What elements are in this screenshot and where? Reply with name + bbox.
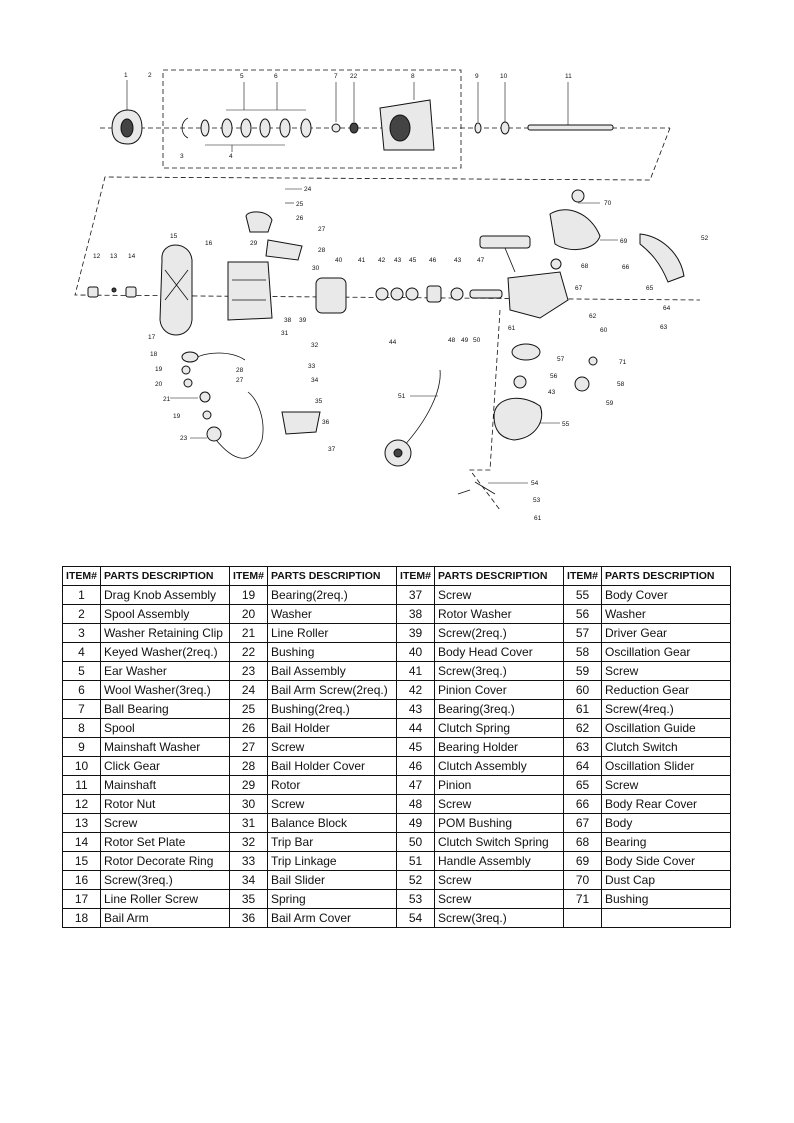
callout: 61 xyxy=(508,325,516,332)
item-number-cell xyxy=(564,909,602,928)
callout: 39 xyxy=(299,317,307,324)
item-number-cell: 19 xyxy=(230,586,268,605)
callout: 48 xyxy=(448,337,456,344)
table-row xyxy=(63,738,731,757)
callout: 51 xyxy=(398,393,406,400)
item-number-cell: 60 xyxy=(564,681,602,700)
part-description-cell: Bushing xyxy=(268,643,397,662)
item-column-header: ITEM# xyxy=(63,567,101,586)
item-number-cell: 33 xyxy=(230,852,268,871)
item-number-cell: 10 xyxy=(63,757,101,776)
callout: 20 xyxy=(155,381,163,388)
part-description-cell: Washer xyxy=(602,605,731,624)
part-description-cell: Handle Assembly xyxy=(435,852,564,871)
part-description-cell: Bail Arm Cover xyxy=(268,909,397,928)
callout: 42 xyxy=(378,257,386,264)
callout: 44 xyxy=(389,339,397,346)
table-row xyxy=(63,586,731,605)
item-number-cell: 3 xyxy=(63,624,101,643)
callout: 69 xyxy=(620,238,628,245)
callout: 28 xyxy=(318,247,326,254)
callout: 11 xyxy=(565,73,572,80)
part-description-cell: Screw xyxy=(435,795,564,814)
part-description-cell: Screw xyxy=(268,795,397,814)
table-row xyxy=(63,890,731,909)
callout: 2 xyxy=(148,72,152,79)
item-number-cell: 1 xyxy=(63,586,101,605)
bail-arm-shape xyxy=(210,392,263,458)
item-number-cell: 11 xyxy=(63,776,101,795)
part-description-cell: Reduction Gear xyxy=(602,681,731,700)
item-number-cell: 66 xyxy=(564,795,602,814)
callout: 70 xyxy=(604,200,612,207)
item-number-cell: 15 xyxy=(63,852,101,871)
item-number-cell: 34 xyxy=(230,871,268,890)
callout: 13 xyxy=(110,253,118,260)
callout: 4 xyxy=(229,153,233,160)
item-number-cell: 22 xyxy=(230,643,268,662)
part-description-cell: Body Head Cover xyxy=(435,643,564,662)
callout: 24 xyxy=(304,186,312,193)
part-description-cell: Bail Holder xyxy=(268,719,397,738)
part-description-cell: Spool xyxy=(101,719,230,738)
table-row xyxy=(63,757,731,776)
item-column-header: ITEM# xyxy=(230,567,268,586)
callout: 50 xyxy=(473,337,481,344)
callout: 29 xyxy=(250,240,258,247)
item-number-cell: 12 xyxy=(63,795,101,814)
item-number-cell: 9 xyxy=(63,738,101,757)
item-number-cell: 36 xyxy=(230,909,268,928)
item-number-cell: 52 xyxy=(397,871,435,890)
part-description-cell: Screw xyxy=(101,814,230,833)
item-number-cell: 42 xyxy=(397,681,435,700)
item-number-cell: 37 xyxy=(397,586,435,605)
part-description-cell: Screw xyxy=(268,738,397,757)
callout: 37 xyxy=(328,446,336,453)
item-number-cell: 68 xyxy=(564,833,602,852)
item-number-cell: 67 xyxy=(564,814,602,833)
item-number-cell: 40 xyxy=(397,643,435,662)
part-description-cell: Oscillation Guide xyxy=(602,719,731,738)
callout: 45 xyxy=(409,257,417,264)
body-shape xyxy=(508,272,568,318)
callout: 8 xyxy=(411,73,415,80)
callout: 28 xyxy=(236,367,244,374)
part-description-cell xyxy=(602,909,731,928)
callout: 43 xyxy=(548,389,556,396)
callout: 66 xyxy=(622,264,630,271)
body-cover-shape xyxy=(494,398,542,440)
table-row xyxy=(63,700,731,719)
part-description-cell: POM Bushing xyxy=(435,814,564,833)
callout: 22 xyxy=(350,73,358,80)
table-row xyxy=(63,795,731,814)
part-description-cell: Wool Washer(3req.) xyxy=(101,681,230,700)
callout: 30 xyxy=(312,265,320,272)
item-number-cell: 55 xyxy=(564,586,602,605)
table-row xyxy=(63,681,731,700)
item-number-cell: 24 xyxy=(230,681,268,700)
description-column-header: PARTS DESCRIPTION xyxy=(268,567,397,586)
table-row xyxy=(63,833,731,852)
part-description-cell: Clutch Switch xyxy=(602,738,731,757)
part-description-cell: Bail Arm xyxy=(101,909,230,928)
callout: 38 xyxy=(284,317,292,324)
part-description-cell: Keyed Washer(2req.) xyxy=(101,643,230,662)
item-number-cell: 56 xyxy=(564,605,602,624)
part-description-cell: Body Side Cover xyxy=(602,852,731,871)
part-description-cell: Pinion Cover xyxy=(435,681,564,700)
callout: 27 xyxy=(318,226,326,233)
part-description-cell: Driver Gear xyxy=(602,624,731,643)
part-description-cell: Bail Slider xyxy=(268,871,397,890)
callout: 32 xyxy=(311,342,319,349)
item-number-cell: 49 xyxy=(397,814,435,833)
callout: 15 xyxy=(170,233,178,240)
part-description-cell: Ear Washer xyxy=(101,662,230,681)
part-description-cell: Rotor xyxy=(268,776,397,795)
part-description-cell: Mainshaft Washer xyxy=(101,738,230,757)
table-row xyxy=(63,719,731,738)
callout: 55 xyxy=(562,421,570,428)
part-description-cell: Screw xyxy=(435,871,564,890)
item-number-cell: 54 xyxy=(397,909,435,928)
item-number-cell: 46 xyxy=(397,757,435,776)
description-column-header: PARTS DESCRIPTION xyxy=(435,567,564,586)
item-number-cell: 41 xyxy=(397,662,435,681)
part-description-cell: Clutch Spring xyxy=(435,719,564,738)
part-description-cell: Washer xyxy=(268,605,397,624)
part-description-cell: Bearing(3req.) xyxy=(435,700,564,719)
exploded-parts-diagram xyxy=(0,0,794,560)
table-row xyxy=(63,624,731,643)
part-description-cell: Clutch Switch Spring xyxy=(435,833,564,852)
callout: 19 xyxy=(155,366,163,373)
item-number-cell: 30 xyxy=(230,795,268,814)
part-description-cell: Spool Assembly xyxy=(101,605,230,624)
table-row xyxy=(63,909,731,928)
callout: 17 xyxy=(148,334,156,341)
item-number-cell: 7 xyxy=(63,700,101,719)
item-column-header: ITEM# xyxy=(397,567,435,586)
part-description-cell: Rotor Decorate Ring xyxy=(101,852,230,871)
part-description-cell: Rotor Nut xyxy=(101,795,230,814)
table-row xyxy=(63,852,731,871)
callout: 61 xyxy=(534,515,542,522)
item-number-cell: 6 xyxy=(63,681,101,700)
callout: 19 xyxy=(173,413,181,420)
item-number-cell: 44 xyxy=(397,719,435,738)
item-number-cell: 2 xyxy=(63,605,101,624)
table-row xyxy=(63,814,731,833)
callout: 63 xyxy=(660,324,668,331)
item-number-cell: 43 xyxy=(397,700,435,719)
item-number-cell: 51 xyxy=(397,852,435,871)
item-number-cell: 31 xyxy=(230,814,268,833)
item-column-header: ITEM# xyxy=(564,567,602,586)
part-description-cell: Screw(3req.) xyxy=(435,909,564,928)
callout: 62 xyxy=(589,313,597,320)
item-number-cell: 17 xyxy=(63,890,101,909)
part-description-cell: Clutch Assembly xyxy=(435,757,564,776)
callout: 52 xyxy=(701,235,709,242)
part-description-cell: Screw(4req.) xyxy=(602,700,731,719)
part-description-cell: Spring xyxy=(268,890,397,909)
item-number-cell: 38 xyxy=(397,605,435,624)
item-number-cell: 58 xyxy=(564,643,602,662)
item-number-cell: 25 xyxy=(230,700,268,719)
part-description-cell: Body Cover xyxy=(602,586,731,605)
part-description-cell: Pinion xyxy=(435,776,564,795)
item-number-cell: 70 xyxy=(564,871,602,890)
callout: 43 xyxy=(394,257,402,264)
table-row xyxy=(63,776,731,795)
part-description-cell: Click Gear xyxy=(101,757,230,776)
callout: 12 xyxy=(93,253,101,260)
callout: 40 xyxy=(335,257,343,264)
callout: 54 xyxy=(531,480,539,487)
spool-row-parts xyxy=(112,100,613,150)
callout: 49 xyxy=(461,337,469,344)
part-description-cell: Bearing(2req.) xyxy=(268,586,397,605)
item-number-cell: 5 xyxy=(63,662,101,681)
callout: 43 xyxy=(454,257,462,264)
part-description-cell: Trip Linkage xyxy=(268,852,397,871)
callout: 41 xyxy=(358,257,366,264)
table-row xyxy=(63,605,731,624)
callout: 67 xyxy=(575,285,583,292)
callout: 31 xyxy=(281,330,289,337)
callout: 25 xyxy=(296,201,304,208)
body-head-cover-shape xyxy=(316,278,346,313)
callout: 27 xyxy=(236,377,244,384)
item-number-cell: 35 xyxy=(230,890,268,909)
part-description-cell: Screw xyxy=(602,776,731,795)
part-description-cell: Trip Bar xyxy=(268,833,397,852)
callout: 5 xyxy=(240,73,244,80)
callout: 68 xyxy=(581,263,589,270)
item-number-cell: 48 xyxy=(397,795,435,814)
handle-shape xyxy=(402,370,440,448)
callout: 3 xyxy=(180,153,184,160)
part-description-cell: Mainshaft xyxy=(101,776,230,795)
callout: 34 xyxy=(311,377,319,384)
item-number-cell: 71 xyxy=(564,890,602,909)
callout: 46 xyxy=(429,257,437,264)
item-number-cell: 27 xyxy=(230,738,268,757)
callout: 6 xyxy=(274,73,278,80)
part-description-cell: Screw xyxy=(435,890,564,909)
part-description-cell: Bearing xyxy=(602,833,731,852)
description-column-header: PARTS DESCRIPTION xyxy=(101,567,230,586)
callout: 53 xyxy=(533,497,541,504)
part-description-cell: Bail Assembly xyxy=(268,662,397,681)
item-number-cell: 32 xyxy=(230,833,268,852)
callout: 1 xyxy=(124,72,128,79)
part-description-cell: Screw(3req.) xyxy=(435,662,564,681)
part-description-cell: Body xyxy=(602,814,731,833)
part-description-cell: Balance Block xyxy=(268,814,397,833)
table-row xyxy=(63,662,731,681)
callout: 60 xyxy=(600,327,608,334)
item-number-cell: 61 xyxy=(564,700,602,719)
part-description-cell: Oscillation Gear xyxy=(602,643,731,662)
item-number-cell: 13 xyxy=(63,814,101,833)
callout: 47 xyxy=(477,257,485,264)
item-number-cell: 28 xyxy=(230,757,268,776)
callout: 16 xyxy=(205,240,213,247)
callout: 23 xyxy=(180,435,188,442)
body-parts xyxy=(385,190,684,494)
part-description-cell: Rotor Set Plate xyxy=(101,833,230,852)
part-description-cell: Rotor Washer xyxy=(435,605,564,624)
body-rear-cover-shape xyxy=(640,234,684,282)
part-description-cell: Line Roller Screw xyxy=(101,890,230,909)
part-description-cell: Screw(3req.) xyxy=(101,871,230,890)
item-number-cell: 50 xyxy=(397,833,435,852)
item-number-cell: 64 xyxy=(564,757,602,776)
item-number-cell: 69 xyxy=(564,852,602,871)
item-number-cell: 29 xyxy=(230,776,268,795)
callout: 59 xyxy=(606,400,614,407)
part-description-cell: Bushing xyxy=(602,890,731,909)
mainshaft-shape xyxy=(528,125,613,130)
table-header-row xyxy=(63,567,731,586)
callout: 65 xyxy=(646,285,654,292)
callout: 9 xyxy=(475,73,479,80)
part-description-cell: Body Rear Cover xyxy=(602,795,731,814)
callout: 58 xyxy=(617,381,625,388)
item-number-cell: 57 xyxy=(564,624,602,643)
part-description-cell: Bail Arm Screw(2req.) xyxy=(268,681,397,700)
callout: 21 xyxy=(163,396,171,403)
item-number-cell: 53 xyxy=(397,890,435,909)
callout: 14 xyxy=(128,253,136,260)
item-number-cell: 21 xyxy=(230,624,268,643)
callout: 33 xyxy=(308,363,316,370)
callout: 18 xyxy=(150,351,158,358)
part-description-cell: Drag Knob Assembly xyxy=(101,586,230,605)
callout: 56 xyxy=(550,373,558,380)
item-number-cell: 26 xyxy=(230,719,268,738)
part-description-cell: Ball Bearing xyxy=(101,700,230,719)
item-number-cell: 65 xyxy=(564,776,602,795)
parts-table-body xyxy=(63,586,731,928)
table-row xyxy=(63,871,731,890)
item-number-cell: 16 xyxy=(63,871,101,890)
item-number-cell: 18 xyxy=(63,909,101,928)
item-number-cell: 4 xyxy=(63,643,101,662)
part-description-cell: Bushing(2req.) xyxy=(268,700,397,719)
item-number-cell: 45 xyxy=(397,738,435,757)
callout: 71 xyxy=(619,359,627,366)
part-description-cell: Screw(2req.) xyxy=(435,624,564,643)
parts-list-table xyxy=(62,566,731,928)
item-number-cell: 23 xyxy=(230,662,268,681)
part-description-cell: Bearing Holder xyxy=(435,738,564,757)
part-description-cell: Screw xyxy=(602,662,731,681)
callout: 7 xyxy=(334,73,338,80)
item-number-cell: 59 xyxy=(564,662,602,681)
item-number-cell: 62 xyxy=(564,719,602,738)
item-number-cell: 47 xyxy=(397,776,435,795)
item-number-cell: 39 xyxy=(397,624,435,643)
callout: 57 xyxy=(557,356,565,363)
description-column-header: PARTS DESCRIPTION xyxy=(602,567,731,586)
part-description-cell: Line Roller xyxy=(268,624,397,643)
part-description-cell: Oscillation Slider xyxy=(602,757,731,776)
rotor-shape xyxy=(228,262,272,320)
item-number-cell: 14 xyxy=(63,833,101,852)
part-description-cell: Bail Holder Cover xyxy=(268,757,397,776)
callout: 10 xyxy=(500,73,508,80)
body-side-cover-shape xyxy=(550,210,600,250)
item-number-cell: 20 xyxy=(230,605,268,624)
table-row xyxy=(63,643,731,662)
part-description-cell: Dust Cap xyxy=(602,871,731,890)
callout: 36 xyxy=(322,419,330,426)
callout: 64 xyxy=(663,305,671,312)
part-description-cell: Washer Retaining Clip xyxy=(101,624,230,643)
callout: 26 xyxy=(296,215,304,222)
callout: 35 xyxy=(315,398,323,405)
item-number-cell: 63 xyxy=(564,738,602,757)
part-description-cell: Screw xyxy=(435,586,564,605)
item-number-cell: 8 xyxy=(63,719,101,738)
rotor-decorate-ring-shape xyxy=(160,245,192,335)
